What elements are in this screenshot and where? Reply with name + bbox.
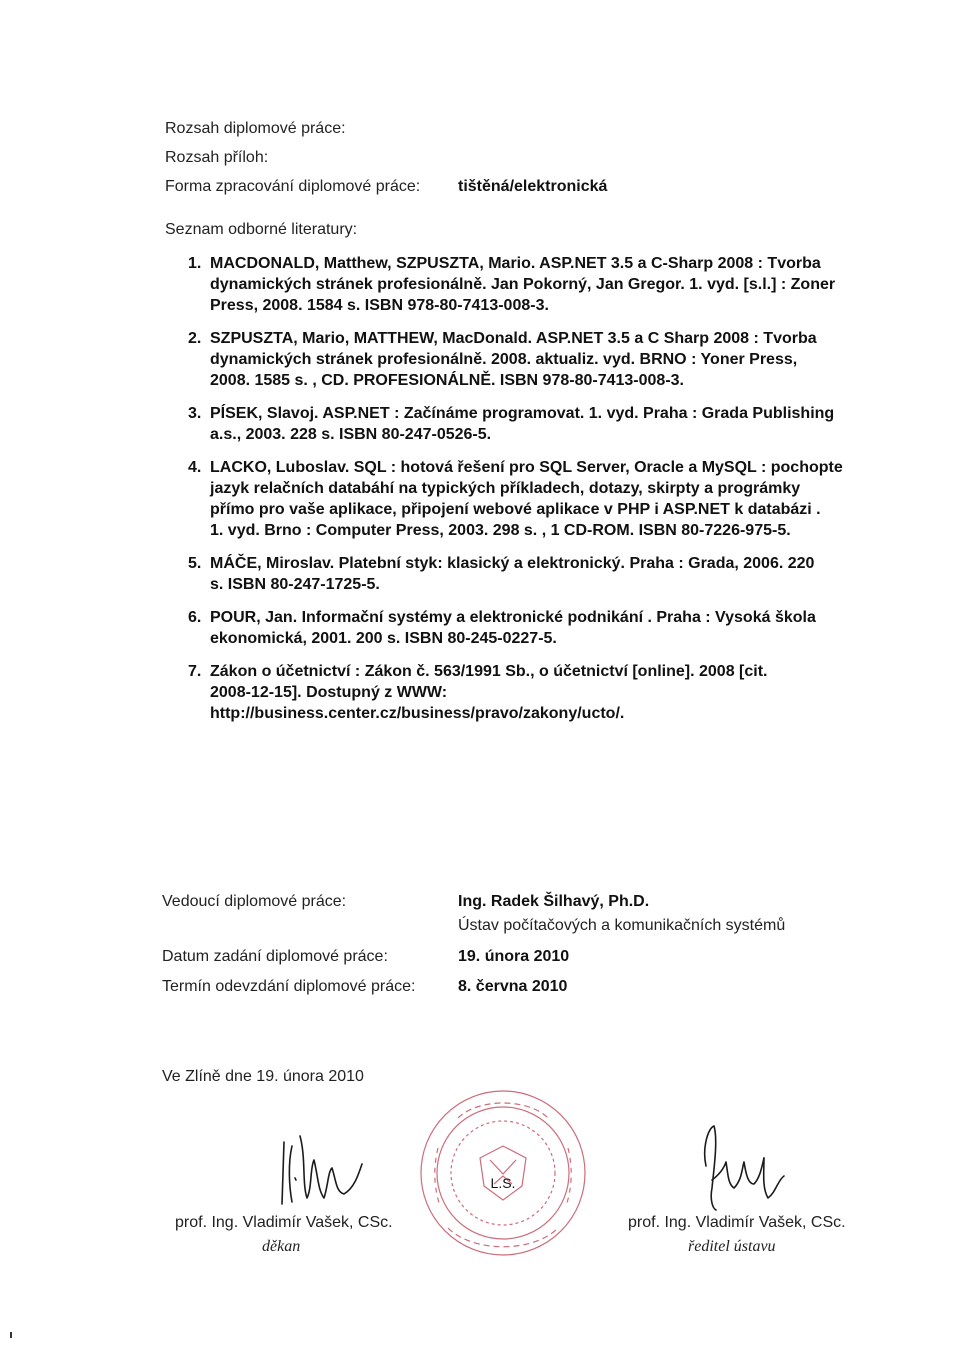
supervisor-department: Ústav počítačových a komunikačních systémů — [458, 917, 786, 934]
reference-text: POUR, Jan. Informační systémy a elektronické podnikání . Praha : Vysoká škola ekonomická, 2001. 200 s. ISBN 80-245-0227-5. — [210, 609, 816, 647]
supervisor-name: Ing. Radek Šilhavý, Ph.D. — [458, 893, 650, 910]
reference-number: 3. — [188, 405, 202, 422]
submission-date-label: Termín odevzdání diplomové práce: — [162, 978, 416, 995]
assignment-date-value: 19. února 2010 — [458, 948, 570, 965]
reference-number: 6. — [188, 609, 202, 626]
form-label: Forma zpracování diplomové práce: — [165, 178, 421, 195]
reference-item — [188, 328, 868, 391]
reference-number: 2. — [188, 330, 202, 347]
submission-date-value: 8. června 2010 — [458, 978, 568, 995]
reference-text: SZPUSZTA, Mario, MATTHEW, MacDonald. ASP.NET 3.5 a C Sharp 2008 : Tvorba dynamických stránek profesionálně. 2008. aktualiz. vyd. BRNO : Yoner Press, 2008. 1585 s. , CD. PROFESIONÁLNĚ. ISBN 978-80-7413-008-3. — [210, 330, 817, 389]
director-role: ředitel ústavu — [688, 1238, 776, 1255]
reference-number: 7. — [188, 663, 202, 680]
reference-list — [188, 253, 868, 736]
reference-text: LACKO, Luboslav. SQL : hotová řešení pro SQL Server, Oracle a MySQL : pochopte jazyk relačních databáhí na typických příkladech, dotazy, skirpty a prográmky přímo pro vaše aplikace, připojení webové aplikace v PHP i ASP.NET k databázi . 1. vyd. Brno : Computer Press, 2003. 298 s. , 1 CD-ROM. ISBN 80-7226-975-5. — [210, 459, 843, 539]
stamp-label: L.S. — [490, 1175, 516, 1191]
dean-role: děkan — [262, 1238, 301, 1255]
reference-text: MACDONALD, Matthew, SZPUSZTA, Mario. ASP.NET 3.5 a C-Sharp 2008 : Tvorba dynamických stránek profesionálně. Jan Pokorný, Jan Gregor. 1. vyd. [s.l.] : Zoner Press, 2008. 1584 s. ISBN 978-80-7413-008-3. — [210, 255, 836, 314]
reference-number: 1. — [188, 255, 202, 272]
dean-signature — [262, 1128, 372, 1214]
reference-number: 5. — [188, 555, 202, 572]
literature-label: Seznam odborné literatury: — [165, 221, 358, 238]
university-stamp — [418, 1088, 588, 1258]
form-value: tištěná/elektronická — [458, 178, 608, 195]
reference-number: 4. — [188, 459, 202, 476]
scan-mark — [10, 1332, 12, 1338]
reference-item — [188, 253, 868, 316]
reference-item — [188, 403, 868, 445]
reference-item — [188, 607, 868, 649]
reference-item — [188, 661, 868, 724]
assignment-date-label: Datum zadání diplomové práce: — [162, 948, 388, 965]
director-signature — [698, 1118, 808, 1218]
attachments-label: Rozsah příloh: — [165, 149, 269, 166]
place-and-date: Ve Zlíně dne 19. února 2010 — [162, 1068, 364, 1085]
reference-text: MÁČE, Miroslav. Platební styk: klasický a elektronický. Praha : Grada, 2006. 220 s. ISBN 80-247-1725-5. — [210, 555, 815, 593]
reference-text: Zákon o účetnictví : Zákon č. 563/1991 Sb., o účetnictví [online]. 2008 [cit. 2008-12-15]. Dostupný z WWW: http://business.center.cz/business/pravo/zakony/ucto/. — [210, 663, 768, 722]
director-name: prof. Ing. Vladimír Vašek, CSc. — [628, 1214, 846, 1231]
scope-label: Rozsah diplomové práce: — [165, 120, 346, 137]
reference-item — [188, 457, 868, 541]
reference-text: PÍSEK, Slavoj. ASP.NET : Začínáme programovat. 1. vyd. Praha : Grada Publishing a.s., 2003. 228 s. ISBN 80-247-0526-5. — [210, 405, 835, 443]
dean-name: prof. Ing. Vladimír Vašek, CSc. — [175, 1214, 393, 1231]
supervisor-label: Vedoucí diplomové práce: — [162, 893, 347, 910]
reference-item — [188, 553, 868, 595]
